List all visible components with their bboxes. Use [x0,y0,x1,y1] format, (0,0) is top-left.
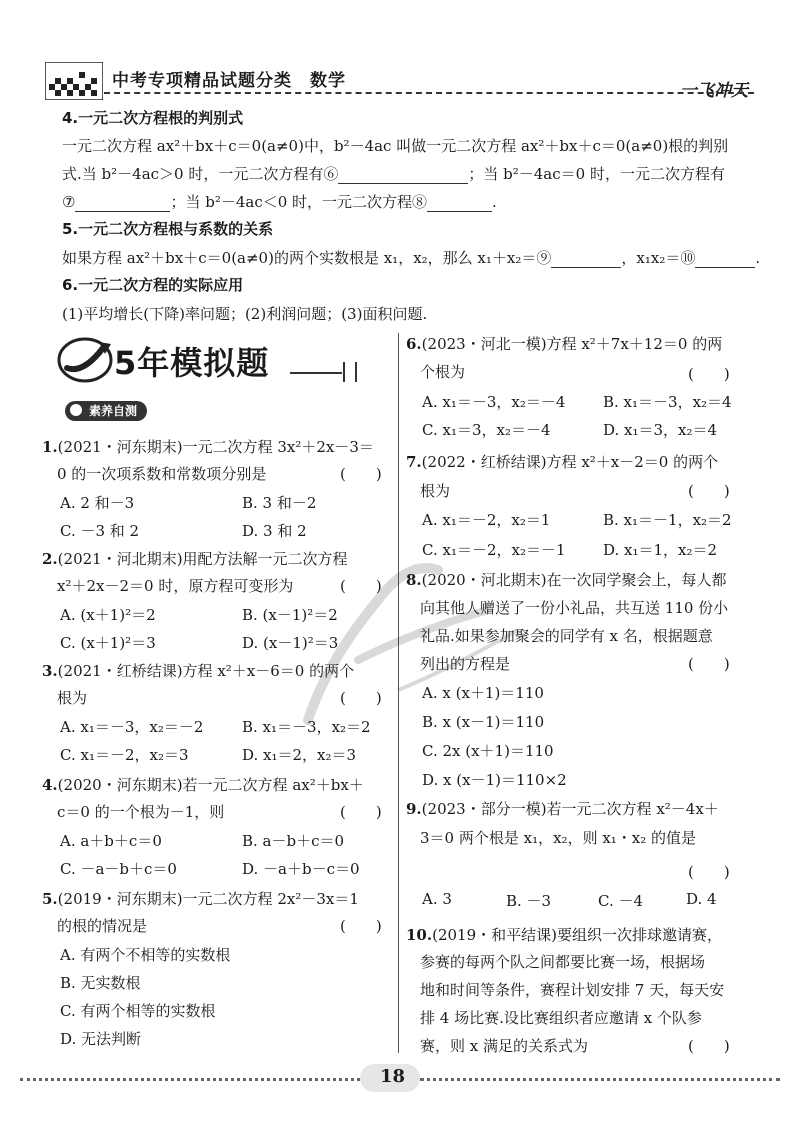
q8-opt-a: A. x (x＋1)＝110 [422,684,544,702]
q4-opt-d: D. －a＋b－c＝0 [242,860,360,878]
q9-opt-a: A. 3 [422,890,452,908]
q10-stem-1: 参赛的每两个队之间都要比赛一场，根据场 [420,953,706,971]
q4-num: 4. [42,776,58,794]
q4-stem-1: c＝0 的一个根为－1，则 [57,803,225,821]
watermark-logo [268,540,548,740]
section-4-line-3 [62,191,497,212]
q5-opt-b: B. 无实数根 [60,974,141,992]
q6-paren: ( ) [688,365,730,383]
q1-opt-d: D. 3 和 2 [242,522,307,540]
q8-stem-3: 列出的方程是 [420,655,511,673]
blank-10 [695,251,755,268]
q10-stem-0: (2019・和平结课)要组织一次排球邀请赛， [432,926,722,944]
q5-stem-1: 的根的情况是 [57,917,148,935]
section-6-heading: 6.一元二次方程的实际应用 [62,276,244,294]
mock-badge: 素养自测 [65,401,147,421]
q2-opt-c: C. (x＋1)²＝3 [60,634,156,652]
mock-title-rule [290,372,342,374]
q7-opt-c: C. x₁＝－2，x₂＝－1 [422,541,566,559]
q3-num: 3. [42,662,58,680]
blank-9 [551,251,621,268]
blank-7 [75,195,170,212]
section-5-line-1-b: ，x₁x₂＝⑩ [621,249,696,267]
q3-opt-d: D. x₁＝2，x₂＝3 [242,746,357,764]
q2-stem-0: (2021・河北期末)用配方法解一元二次方程 [57,550,348,568]
q1-stem-1: 0 的一次项系数和常数项分别是 [57,465,267,483]
q9-paren: ( ) [688,863,730,881]
q8-opt-d: D. x (x－1)＝110×2 [422,771,567,789]
section-5-line-1-a: 如果方程 ax²＋bx＋c＝0(a≠0)的两个实数根是 x₁，x₂，那么 x₁＋x₂＝⑨ [62,249,552,267]
q7-num: 7. [406,453,422,471]
q2-num: 2. [42,550,58,568]
header-title: 中考专项精品试题分类 数学 [112,71,346,91]
q1-opt-a: A. 2 和－3 [60,494,135,512]
q7-opt-a: A. x₁＝－2，x₂＝1 [422,511,551,529]
section-4-line-1: 一元二次方程 ax²＋bx＋c＝0(a≠0)中，b²－4ac 叫做一元二次方程 ax²＋bx＋c＝0(a≠0)根的判别 [62,137,729,155]
q5-opt-d: D. 无法判断 [60,1030,142,1048]
q3-opt-b: B. x₁＝－3，x₂＝2 [242,718,371,736]
q3-paren: ( ) [340,689,382,707]
q5-opt-c: C. 有两个相等的实数根 [60,1002,216,1020]
q4-opt-c: C. －a－b＋c＝0 [60,860,177,878]
section-4-heading: 4.一元二次方程根的判别式 [62,109,244,127]
q8-opt-b: B. x (x－1)＝110 [422,713,545,731]
q6-opt-d: D. x₁＝3，x₂＝4 [603,421,718,439]
q9-opt-c: C. －4 [598,892,644,910]
mock-title-bars [343,362,357,382]
q9-stem-0: (2023・部分一模)若一元二次方程 x²－4x＋ [421,800,719,818]
q8-stem-1: 向其他人赠送了一份小礼品，共互送 110 份小 [420,599,729,617]
q2-opt-b: B. (x－1)²＝2 [242,606,338,624]
section-5-heading: 5.一元二次方程根与系数的关系 [62,220,274,238]
q5-opt-a: A. 有两个不相等的实数根 [60,946,231,964]
q10-paren: ( ) [688,1037,730,1055]
q8-stem-0: (2020・河北期末)在一次同学聚会上，每人都 [421,571,727,589]
q2-opt-d: D. (x－1)²＝3 [242,634,339,652]
section-5-line-1 [62,247,760,268]
q3-stem-0: (2021・红桥结课)方程 x²＋x－6＝0 的两个 [57,662,355,680]
mock-banner-icon [55,332,115,384]
q10-num: 10. [406,926,433,944]
q6-stem-1: 个根为 [420,363,466,381]
page-number: 18 [380,1066,406,1087]
q4-paren: ( ) [340,803,382,821]
section-4-line-3-b: ；当 b²－4ac＜0 时，一元二次方程⑧ [170,193,428,211]
q7-stem-1: 根为 [420,482,451,500]
section-4-line-3-c: . [492,193,497,211]
q6-opt-c: C. x₁＝3，x₂＝－4 [422,421,551,439]
q8-opt-c: C. 2x (x＋1)＝110 [422,742,554,760]
q8-num: 8. [406,571,422,589]
q7-opt-d: D. x₁＝1，x₂＝2 [603,541,718,559]
q4-opt-b: B. a－b＋c＝0 [242,832,345,850]
q10-stem-2: 地和时间等条件，赛程计划安排 7 天，每天安 [420,981,725,999]
header-brand: 一飞冲天 [680,81,748,101]
q6-stem-0: (2023・河北一模)方程 x²＋7x＋12＝0 的两 [421,335,723,353]
footer-rule-right [420,1078,780,1081]
q9-num: 9. [406,800,422,818]
header-logo-pattern [45,62,103,100]
section-6-line-1: (1)平均增长(下降)率问题；(2)利润问题；(3)面积问题. [62,305,428,323]
q9-opt-d: D. 4 [686,890,717,908]
q1-stem-0: (2021・河东期末)一元二次方程 3x²＋2x－3＝ [57,438,374,456]
q1-num: 1. [42,438,58,456]
q7-stem-0: (2022・红桥结课)方程 x²＋x－2＝0 的两个 [421,453,719,471]
q1-opt-c: C. －3 和 2 [60,522,140,540]
q8-stem-2: 礼品.如果参加聚会的同学有 x 名，根据题意 [420,627,713,645]
section-4-line-2 [62,163,725,184]
q4-stem-0: (2020・河东期末)若一元二次方程 ax²＋bx＋ [57,776,364,794]
section-5-line-1-c: . [755,249,761,267]
section-4-line-3-a: ⑦ [62,193,76,211]
q6-num: 6. [406,335,422,353]
blank-6 [338,167,468,184]
q9-opt-b: B. －3 [506,892,552,910]
header-rule [104,92,754,94]
q2-stem-1: x²＋2x－2＝0 时，原方程可变形为 [57,577,294,595]
q2-paren: ( ) [340,577,382,595]
section-4-line-2-b: ；当 b²－4ac＝0 时，一元二次方程有 [468,165,725,183]
section-4-line-2-a: 式.当 b²－4ac＞0 时，一元二次方程有⑥ [62,165,339,183]
q9-stem-1: 3＝0 两个根是 x₁，x₂，则 x₁・x₂ 的值是 [420,829,697,847]
q3-opt-c: C. x₁＝－2，x₂＝3 [60,746,189,764]
q8-paren: ( ) [688,655,730,673]
footer-rule-left [20,1078,360,1081]
q7-opt-b: B. x₁＝－1，x₂＝2 [603,511,732,529]
q2-opt-a: A. (x＋1)²＝2 [60,606,156,624]
q7-paren: ( ) [688,482,730,500]
q5-paren: ( ) [340,917,382,935]
q3-stem-1: 根为 [57,689,88,707]
q10-stem-4: 赛，则 x 满足的关系式为 [420,1037,588,1055]
q1-paren: ( ) [340,465,382,483]
mock-title: 5年模拟题 [114,344,270,382]
q10-stem-3: 排 4 场比赛.设比赛组织者应邀请 x 个队参 [420,1009,702,1027]
q6-opt-a: A. x₁＝－3，x₂＝－4 [422,393,566,411]
blank-8 [427,195,492,212]
badge-icon [68,402,84,418]
q1-opt-b: B. 3 和－2 [242,494,317,512]
q3-opt-a: A. x₁＝－3，x₂＝－2 [60,718,204,736]
q4-opt-a: A. a＋b＋c＝0 [60,832,162,850]
q5-num: 5. [42,890,58,908]
q5-stem-0: (2019・河东期末)一元二次方程 2x²－3x＝1 [57,890,359,908]
q6-opt-b: B. x₁＝－3，x₂＝4 [603,393,732,411]
